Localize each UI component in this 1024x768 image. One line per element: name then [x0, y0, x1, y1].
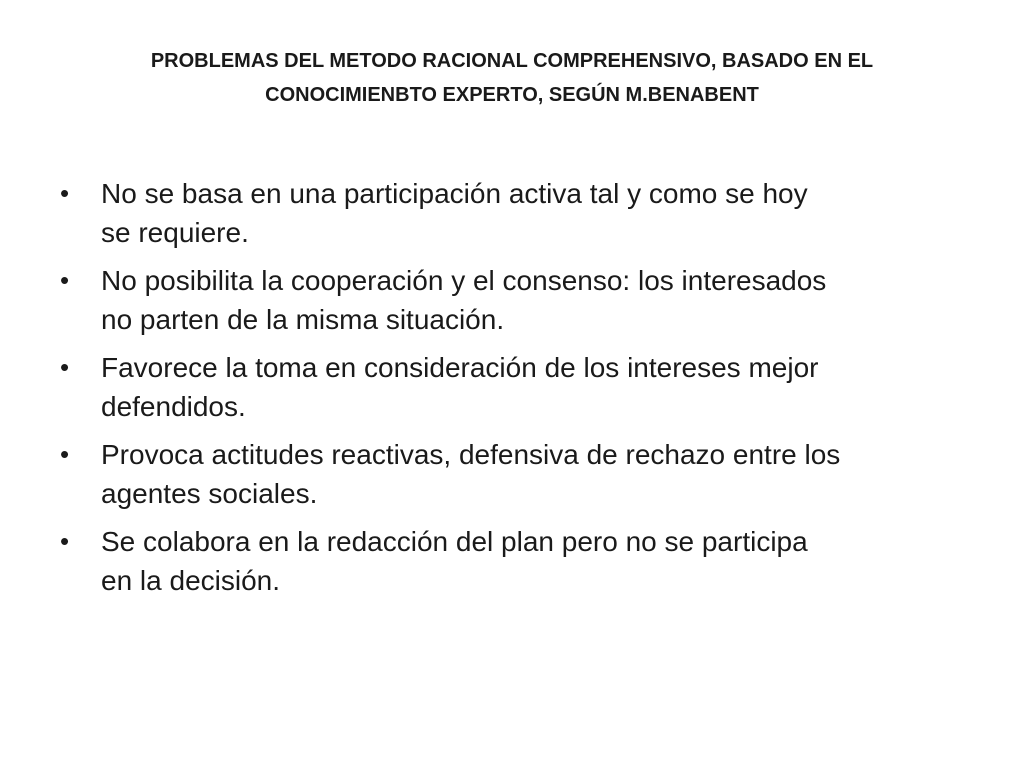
bullet-text-line: Se colabora en la redacción del plan pero no se participa [101, 526, 808, 557]
bullet-text-line: no parten de la misma situación. [101, 304, 505, 335]
bullet-item-4 [60, 435, 940, 513]
bullet-icon: • [60, 265, 70, 295]
bullet-text-line: Favorece la toma en consideración de los intereses mejor [101, 352, 819, 383]
bullet-item-5 [60, 522, 940, 600]
bullet-item-1 [60, 174, 940, 252]
bullet-text-line: Provoca actitudes reactivas, defensiva de rechazo entre los [101, 439, 841, 470]
slide-title [60, 44, 964, 112]
bullet-item-2 [60, 261, 940, 339]
bullet-icon: • [60, 178, 70, 208]
bullet-list [60, 174, 940, 609]
bullet-text-line: defendidos. [101, 391, 246, 422]
bullet-text-line: en la decisión. [101, 565, 281, 596]
bullet-text-line: No posibilita la cooperación y el consenso: los interesados [101, 265, 827, 296]
bullet-text-line: se requiere. [101, 217, 249, 248]
bullet-text-line: agentes sociales. [101, 478, 318, 509]
title-line-2: CONOCIMIENBTO EXPERTO, SEGÚN M.BENABENT [265, 84, 759, 106]
bullet-icon: • [60, 526, 70, 556]
bullet-item-3 [60, 348, 940, 426]
title-line-1: PROBLEMAS DEL METODO RACIONAL COMPREHENSIVO, BASADO EN EL [150, 50, 874, 72]
bullet-text-line: No se basa en una participación activa tal y como se hoy [101, 178, 808, 209]
bullet-icon: • [60, 439, 70, 469]
bullet-icon: • [60, 352, 70, 382]
